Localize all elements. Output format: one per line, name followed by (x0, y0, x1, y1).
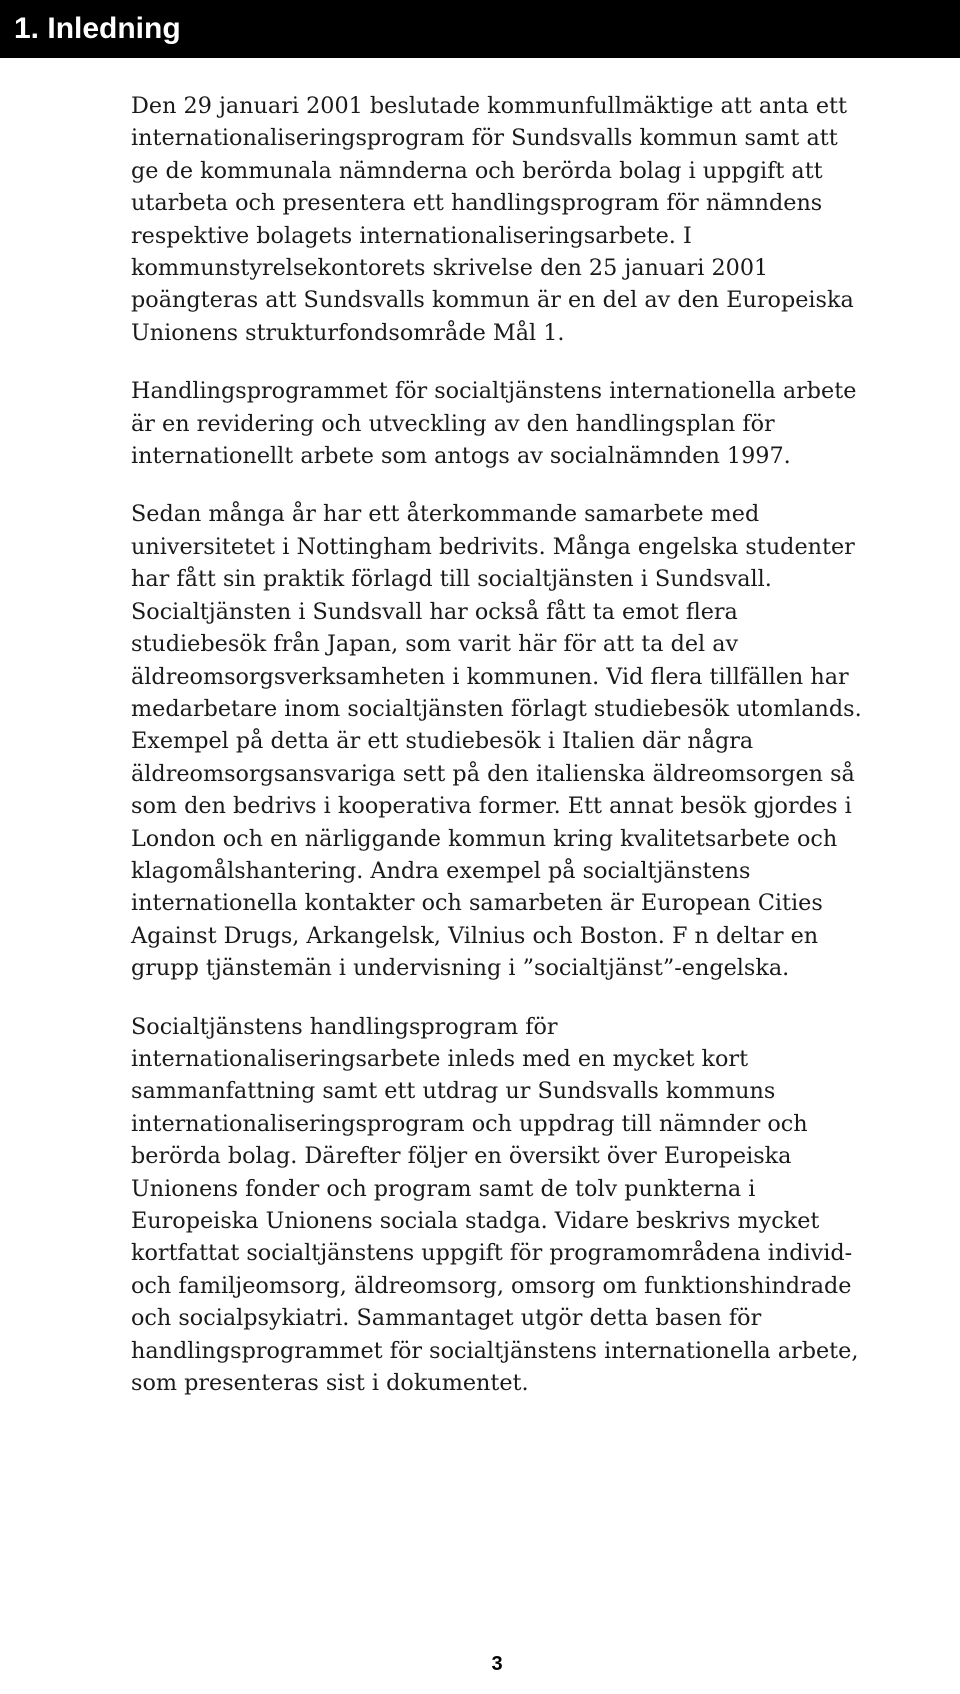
paragraph-3: Sedan många år har ett återkommande samarbete med universitetet i Nottingham bedrivits. Många engelska studenter har fått sin praktik förlagd till socialtjänsten i Sundsvall. Socialtjänsten i Sundsvall har också fått ta emot flera studiebesök från Japan, som varit här för att ta del av äldreomsorgsverksamheten i kommunen. Vid flera tillfällen har medarbetare inom socialtjänsten förlagt studiebesök utomlands. Exempel på detta är ett studiebesök i Italien där några äldreomsorgsansvariga sett på den italienska äldreomsorgen så som den bedrivs i kooperativa former. Ett annat besök gjordes i London och en närliggande kommun kring kvalitetsarbete och klagomålshantering. Andra exempel på socialtjänstens internationella kontakter och samarbeten är European Cities Against Drugs, Arkangelsk, Vilnius och Boston. F n deltar en grupp tjänstemän i undervisning i ”socialtjänst”-engelska. (131, 501, 862, 982)
body-text (131, 90, 960, 1399)
paragraph-2: Handlingsprogrammet för socialtjänstens internationella arbete är en revidering och utveckling av den handlingsplan för internationellt arbete som antogs av socialnämnden 1997. (131, 378, 857, 470)
page-number: 3 (491, 1653, 503, 1675)
paragraph-1: Den 29 januari 2001 beslutade kommunfullmäktige att anta ett internationaliseringsprogram för Sundsvalls kommun samt att ge de kommunala nämnderna och berörda bolag i uppgift att utarbeta och presentera ett handlingsprogram för nämndens respektive bolagets internationaliseringsarbete. I kommunstyrelsekontorets skrivelse den 25 januari 2001 poängteras att Sundsvalls kommun är en del av den Europeiska Unionens strukturfondsområde Mål 1. (131, 93, 854, 346)
section-header-bar (0, 0, 960, 58)
paragraph-4: Socialtjänstens handlingsprogram för internationaliseringsarbete inleds med en mycket kort sammanfattning samt ett utdrag ur Sundsvalls kommuns internationaliseringsprogram och uppdrag till nämnder och berörda bolag. Därefter följer en översikt över Europeiska Unionens fonder och program samt de tolv punkterna i Europeiska Unionens sociala stadga. Vidare beskrivs mycket kortfattat socialtjänstens uppgift för programområdena individ- och familjeomsorg, äldreomsorg, omsorg om funktionshindrade och socialpsykiatri. Sammantaget utgör detta basen för handlingsprogrammet för socialtjänstens internationella arbete, som presenteras sist i dokumentet. (131, 1013, 859, 1397)
section-title: 1. Inledning (14, 12, 181, 45)
